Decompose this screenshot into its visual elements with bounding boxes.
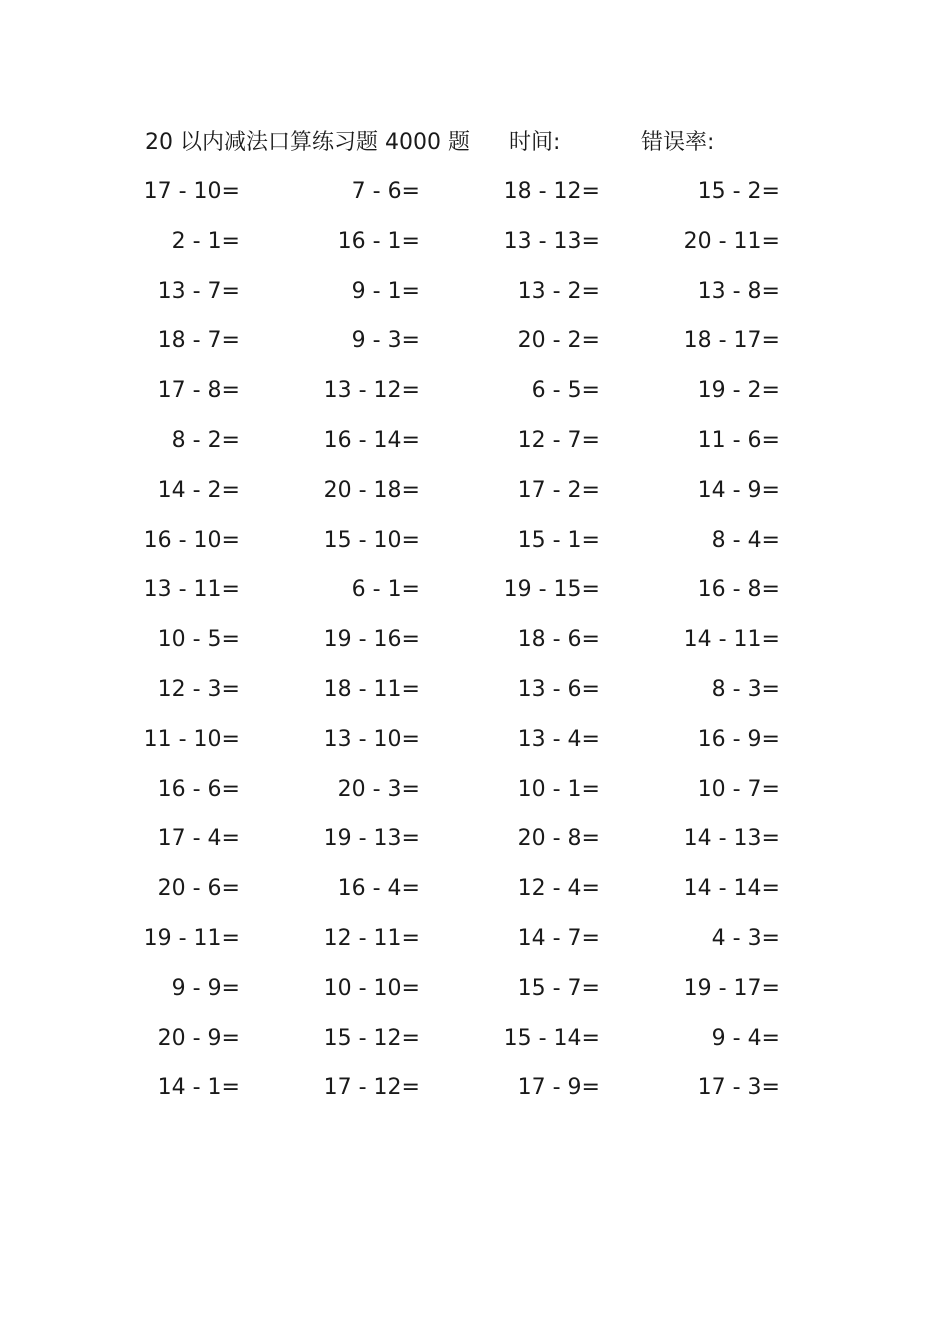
problem-row <box>0 172 950 222</box>
problem-cell: 14 - 14= <box>683 876 780 902</box>
problem-row <box>0 819 950 869</box>
problem-cell: 20 - 3= <box>337 776 420 802</box>
problem-cell: 16 - 6= <box>157 776 240 802</box>
problem-row <box>0 670 950 720</box>
problem-row <box>0 471 950 521</box>
problem-cell: 16 - 4= <box>337 876 420 902</box>
problem-cell: 15 - 1= <box>517 527 600 553</box>
time-label: 时间: <box>509 130 561 155</box>
problem-cell: 13 - 4= <box>517 726 600 752</box>
problem-cell: 17 - 3= <box>697 1075 780 1101</box>
problem-cell: 17 - 9= <box>517 1075 600 1101</box>
problem-cell: 14 - 9= <box>697 477 780 503</box>
problem-cell: 14 - 13= <box>683 826 780 852</box>
problem-cell: 20 - 18= <box>323 477 420 503</box>
problem-cell: 6 - 5= <box>531 378 600 404</box>
problem-cell: 17 - 8= <box>157 378 240 404</box>
problem-cell: 13 - 7= <box>157 278 240 304</box>
problem-cell: 19 - 2= <box>697 378 780 404</box>
problem-cell: 10 - 7= <box>697 776 780 802</box>
problem-cell: 20 - 2= <box>517 328 600 354</box>
worksheet-header <box>0 126 950 160</box>
problem-cell: 20 - 9= <box>157 1025 240 1051</box>
problem-cell: 19 - 17= <box>683 975 780 1001</box>
problem-row <box>0 272 950 322</box>
problem-cell: 18 - 12= <box>503 179 600 204</box>
problem-cell: 4 - 3= <box>711 925 780 951</box>
problem-row <box>0 371 950 421</box>
problem-cell: 17 - 12= <box>323 1075 420 1101</box>
problem-cell: 18 - 6= <box>517 627 600 653</box>
problem-cell: 16 - 14= <box>323 427 420 453</box>
problem-row <box>0 969 950 1019</box>
problem-cell: 14 - 11= <box>683 627 780 653</box>
problem-cell: 15 - 7= <box>517 975 600 1001</box>
problem-cell: 16 - 9= <box>697 726 780 752</box>
problem-row <box>0 521 950 571</box>
problem-row <box>0 421 950 471</box>
error-rate-label: 错误率: <box>641 130 715 155</box>
problem-cell: 13 - 11= <box>143 577 240 603</box>
problem-cell: 11 - 10= <box>143 726 240 752</box>
problem-row <box>0 620 950 670</box>
problem-cell: 7 - 6= <box>351 179 420 204</box>
problem-cell: 17 - 10= <box>143 179 240 204</box>
problem-cell: 19 - 11= <box>143 925 240 951</box>
problem-cell: 19 - 16= <box>323 627 420 653</box>
worksheet-title: 20 以内减法口算练习题 4000 题 <box>145 130 470 155</box>
problem-cell: 15 - 12= <box>323 1025 420 1051</box>
problem-row <box>0 770 950 820</box>
problem-cell: 13 - 13= <box>503 228 600 254</box>
problem-row <box>0 570 950 620</box>
problem-cell: 18 - 11= <box>323 676 420 702</box>
problem-cell: 12 - 11= <box>323 925 420 951</box>
problem-cell: 8 - 3= <box>711 676 780 702</box>
problem-cell: 9 - 1= <box>351 278 420 304</box>
problem-cell: 8 - 4= <box>711 527 780 553</box>
problem-cell: 18 - 7= <box>157 328 240 354</box>
problem-cell: 19 - 13= <box>323 826 420 852</box>
problem-cell: 12 - 3= <box>157 676 240 702</box>
problem-cell: 9 - 3= <box>351 328 420 354</box>
problem-row <box>0 919 950 969</box>
problem-cell: 16 - 1= <box>337 228 420 254</box>
problem-grid <box>0 172 950 1118</box>
problem-cell: 16 - 8= <box>697 577 780 603</box>
problem-cell: 10 - 5= <box>157 627 240 653</box>
problem-row <box>0 222 950 272</box>
problem-cell: 12 - 4= <box>517 876 600 902</box>
problem-cell: 14 - 7= <box>517 925 600 951</box>
problem-cell: 10 - 1= <box>517 776 600 802</box>
problem-cell: 20 - 8= <box>517 826 600 852</box>
problem-cell: 20 - 11= <box>683 228 780 254</box>
problem-cell: 13 - 10= <box>323 726 420 752</box>
problem-cell: 13 - 8= <box>697 278 780 304</box>
problem-cell: 15 - 2= <box>697 179 780 204</box>
problem-cell: 16 - 10= <box>143 527 240 553</box>
problem-cell: 17 - 2= <box>517 477 600 503</box>
problem-cell: 2 - 1= <box>171 228 240 254</box>
problem-cell: 6 - 1= <box>351 577 420 603</box>
problem-row <box>0 869 950 919</box>
problem-cell: 15 - 10= <box>323 527 420 553</box>
problem-cell: 8 - 2= <box>171 427 240 453</box>
problem-cell: 11 - 6= <box>697 427 780 453</box>
problem-cell: 12 - 7= <box>517 427 600 453</box>
problem-cell: 14 - 2= <box>157 477 240 503</box>
problem-row <box>0 1019 950 1069</box>
problem-cell: 14 - 1= <box>157 1075 240 1101</box>
problem-cell: 17 - 4= <box>157 826 240 852</box>
problem-cell: 19 - 15= <box>503 577 600 603</box>
problem-cell: 18 - 17= <box>683 328 780 354</box>
problem-row <box>0 1068 950 1118</box>
problem-row <box>0 720 950 770</box>
problem-cell: 13 - 12= <box>323 378 420 404</box>
problem-cell: 15 - 14= <box>503 1025 600 1051</box>
problem-cell: 9 - 4= <box>711 1025 780 1051</box>
problem-cell: 10 - 10= <box>323 975 420 1001</box>
problem-cell: 20 - 6= <box>157 876 240 902</box>
problem-cell: 9 - 9= <box>171 975 240 1001</box>
problem-cell: 13 - 2= <box>517 278 600 304</box>
problem-cell: 13 - 6= <box>517 676 600 702</box>
problem-row <box>0 321 950 371</box>
